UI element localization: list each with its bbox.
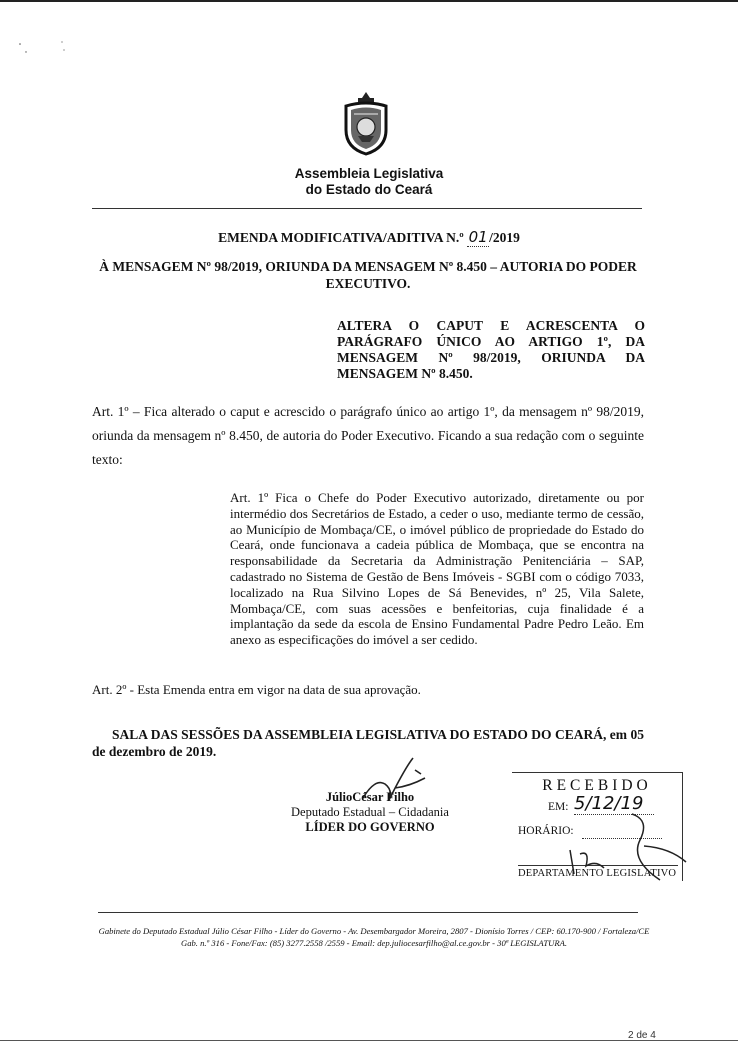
- page-number: 2 de 4: [628, 1030, 656, 1041]
- amendment-summary: ALTERA O CAPUT E ACRESCENTA O PARÁGRAFO ÚNICO AO ARTIGO 1º, DA MENSAGEM Nº 98/2019, ORIUNDA DA MENSAGEM Nº 8.450.: [337, 318, 645, 381]
- amendment-title-suffix: /2019: [489, 230, 520, 245]
- signer-title: Deputado Estadual – Cidadania: [291, 805, 449, 819]
- scan-specks: [18, 38, 68, 58]
- session-room-statement: SALA DAS SESSÕES DA ASSEMBLEIA LEGISLATIVA DO ESTADO DO CEARÁ, em 05 de dezembro de 2019.: [92, 727, 644, 759]
- office-footer: Gabinete do Deputado Estadual Júlio César Filho - Líder do Governo - Av. Desembargador Moreira, 2807 - Dionísio Torres / CEP: 60.170-900 / Fortaleza/CE Gab. n.º 316 - Fone/Fax: (85) 3277.2558 /2559 - Email: dep.juliocesarfilho@al.ce.gov.br - 30ª LEGISLATURA.: [98, 926, 650, 948]
- institution-name-line2: do Estado do Ceará: [305, 182, 433, 197]
- header-divider: [92, 208, 642, 209]
- stamp-department: DEPARTAMENTO LEGISLATIVO: [518, 865, 678, 879]
- message-heading: À MENSAGEM Nº 98/2019, ORIUNDA DA MENSAGEM Nº 8.450 – AUTORIA DO PODER EXECUTIVO.: [99, 259, 637, 291]
- scan-top-edge: [0, 0, 738, 2]
- stamp-received-label: RECEBIDO: [542, 777, 652, 794]
- stamp-handwritten-initials: [540, 810, 690, 890]
- amendment-number: 01: [468, 228, 488, 246]
- stamp-date-label: EM:: [548, 801, 569, 813]
- footer-divider: [98, 912, 638, 913]
- ceara-coat-of-arms-icon: [340, 90, 392, 156]
- stamp-date-value: 5/12/19: [574, 793, 654, 815]
- signature-block: [270, 790, 470, 835]
- article-1: Art. 1º – Fica alterado o caput e acrescido o parágrafo único ao artigo 1º, da mensagem nº 98/2019, oriunda da mensagem nº 8.450, de autoria do Poder Executivo. Ficando a sua redação com o seguinte texto:: [92, 404, 644, 467]
- amendment-title: [80, 228, 658, 247]
- institution-name: [200, 166, 538, 198]
- signer-name: JúlioCésar Filho: [325, 790, 415, 804]
- institution-name-line1: Assembleia Legislativa: [294, 166, 444, 181]
- stamp-time-label: HORÁRIO:: [518, 825, 574, 837]
- signer-role: LÍDER DO GOVERNO: [305, 820, 435, 834]
- article-2: Art. 2º - Esta Emenda entra em vigor na data de sua aprovação.: [92, 682, 421, 697]
- quoted-article-text: Art. 1º Fica o Chefe do Poder Executivo autorizado, diretamente ou por intermédio dos Secretários de Estado, a ceder o uso, mediante termo de cessão, ao Município de Mombaça/CE, o imóvel público de propriedade do Estado do Ceará, onde funcionava a cadeia pública de Mombaça, que se encontra na responsabilidade da Secretaria da Administração Penitenciária – SAP, cadastrado no Sistema de Gestão de Bens Imóveis - SGBI com o código 7033, localizado na Rua Silvino Lopes de Sá Benevides, nº 25, Vila Salete, Mombaça/CE, com suas acessões e benfeitorias, cuja finalidade é a implantação da sede da escola de Ensino Fundamental Padre Pedro Leão. Em anexo as especificações do imóvel a ser cedido.: [230, 490, 644, 648]
- amendment-title-prefix: EMENDA MODIFICATIVA/ADITIVA N.º: [218, 230, 464, 245]
